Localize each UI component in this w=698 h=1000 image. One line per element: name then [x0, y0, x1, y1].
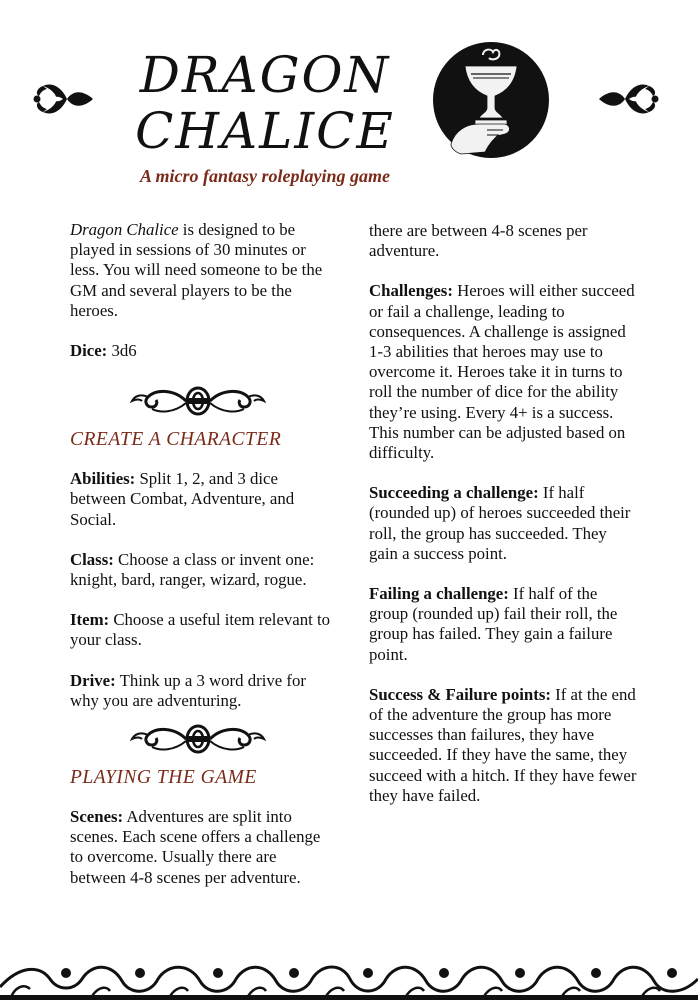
challenges-paragraph [369, 281, 637, 463]
title-line-1: DRAGON [139, 46, 391, 104]
class-label: Class: [70, 549, 114, 569]
item-label: Item: [70, 610, 110, 630]
abilities-text: Split 1, 2, and 3 dice between Combat, Adventure, and Social. [70, 469, 295, 529]
class-paragraph [70, 550, 332, 590]
title-line-2: CHALICE [135, 102, 395, 160]
points-paragraph [369, 685, 637, 806]
game-name: Dragon Chalice [70, 220, 179, 239]
scroll-divider-icon [128, 719, 268, 759]
item-paragraph [70, 610, 332, 650]
class-text: Choose a class or invent one: knight, bard, ranger, wizard, rogue. [70, 549, 315, 590]
succeeding-label: Succeeding a challenge: [369, 483, 539, 503]
challenges-text: Heroes will either succeed or fail a challenge, leading to consequences. A challenge is assigned 1-3 abilities that heroes may use to overcome it. Heroes take it in turns to roll the number of dice for the ability they’re using. Every 4+ is a success. This number can be adjusted based on difficulty. [369, 281, 635, 463]
right-column [369, 221, 637, 826]
scenes-paragraph [70, 807, 332, 887]
scroll-divider-icon [128, 381, 268, 421]
intro-text: is designed to be played in sessions of 30 minutes or less. You will need someone to be the GM and several players to be the heroes. [70, 220, 323, 320]
succeeding-paragraph [369, 483, 637, 564]
dice-text: 3d6 [107, 341, 137, 361]
failing-paragraph [369, 584, 637, 665]
create-character-heading: CREATE A CHARACTER [70, 429, 282, 451]
fleur-ornament-right-icon [597, 76, 659, 122]
abilities-paragraph [70, 469, 332, 530]
drive-label: Drive: [70, 670, 116, 690]
dice-paragraph [70, 341, 332, 361]
dice-label: Dice: [70, 341, 108, 361]
floral-border-icon [0, 957, 698, 1000]
playing-game-heading: PLAYING THE GAME [70, 767, 257, 789]
scenes-continued: there are between 4-8 scenes per adventure. [369, 221, 588, 261]
failing-text: If half of the group (rounded up) fail their roll, the group has failed. They gain a failure point. [369, 584, 618, 664]
chalice-logo-icon [431, 40, 551, 160]
failing-label: Failing a challenge: [369, 584, 509, 604]
challenges-label: Challenges: [369, 281, 453, 301]
drive-paragraph [70, 671, 332, 711]
left-column [70, 220, 332, 887]
item-text: Choose a useful item relevant to your class. [70, 610, 331, 650]
points-text: If at the end of the adventure the group has more successes than failures, they have succeeded. If they have the same, they succeed with a hitch. If they have fewer they have failed. [369, 684, 637, 805]
points-label: Success & Failure points: [369, 684, 551, 704]
succeeding-text: If half (rounded up) of heroes succeeded their roll, the group has succeeded. They gain a success point. [369, 483, 631, 563]
subtitle: A micro fantasy roleplaying game [140, 166, 390, 186]
scenes-label: Scenes: [70, 807, 124, 827]
abilities-label: Abilities: [70, 469, 136, 489]
scenes-text: Adventures are split into scenes. Each scene offers a challenge to overcome. Usually there are between 4-8 scenes per adventure. [70, 807, 321, 887]
drive-text: Think up a 3 word drive for why you are adventuring. [70, 670, 306, 710]
fleur-ornament-left-icon [33, 76, 95, 122]
intro-paragraph [70, 220, 332, 321]
